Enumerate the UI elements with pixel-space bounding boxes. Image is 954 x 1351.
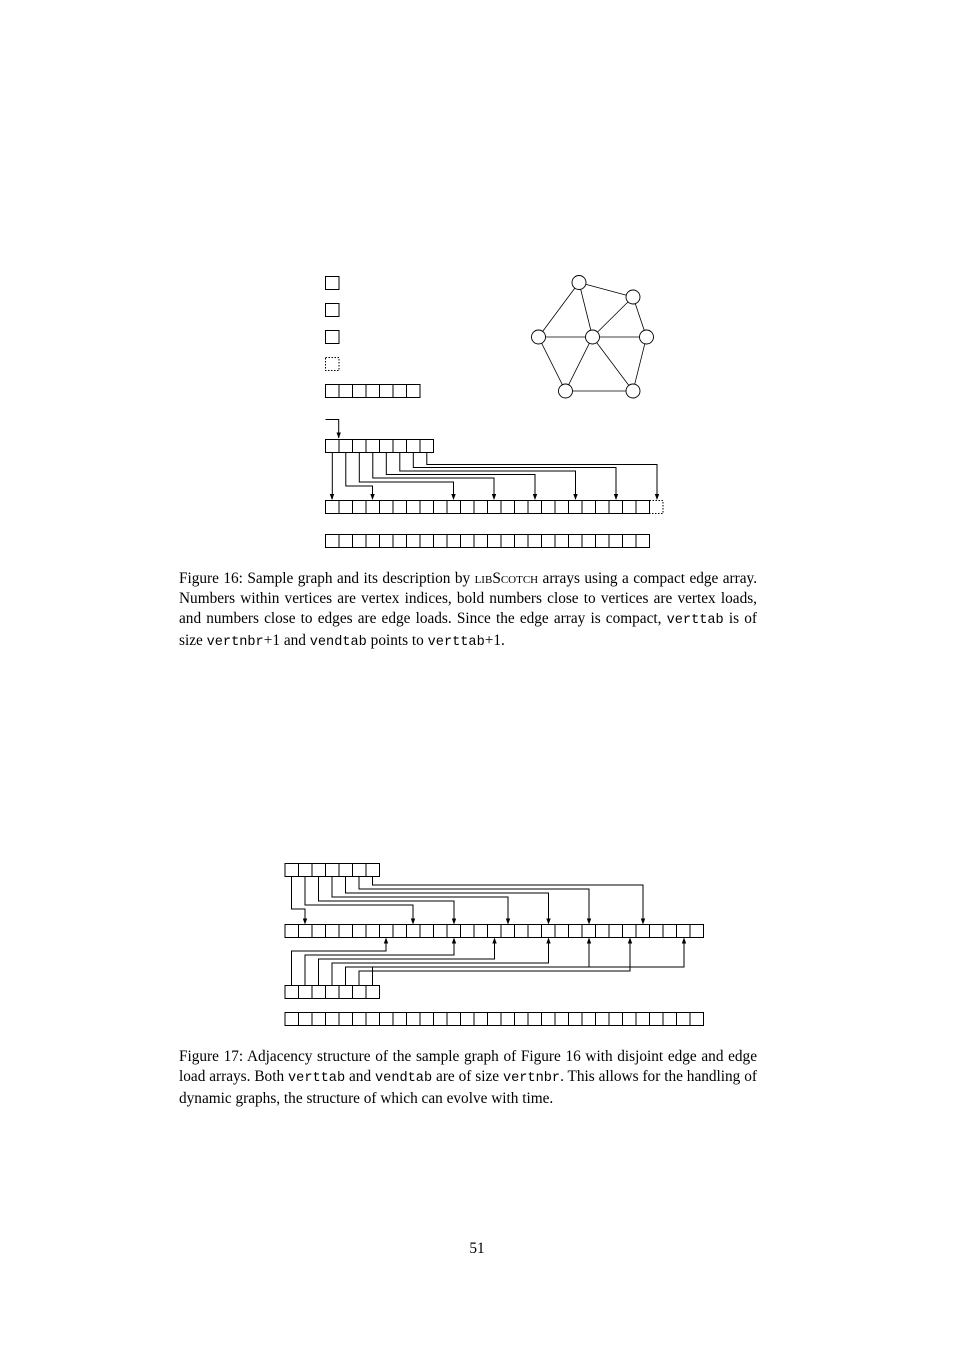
vendtab-to-edgetab-pointer (292, 939, 387, 986)
vendtab-array-cell (353, 986, 367, 999)
edge-load-array-cell (515, 1013, 529, 1026)
edgetab-array-cell (461, 925, 475, 938)
edge-load-array-cell (326, 1013, 340, 1026)
edge-load-array-cell (555, 1013, 569, 1026)
verttab-to-edgetab-pointer (292, 877, 306, 924)
edge-load-array-cell (528, 1013, 542, 1026)
vendtab-to-edgetab-pointer-arrowhead (384, 938, 388, 944)
edgetab-array-cell (596, 925, 610, 938)
edgetab-array-cell (690, 925, 704, 938)
vendtab-array-cell (339, 986, 353, 999)
vendtab-to-edgetab-pointer-arrowhead (682, 938, 686, 944)
edge-load-array-cell (420, 1013, 434, 1026)
edgetab-array-cell (569, 925, 583, 938)
edgetab-array-cell (407, 925, 421, 938)
edge-load-array-cell (582, 1013, 596, 1026)
verttab-to-edgetab-pointer (319, 877, 455, 924)
edgetab-array-cell (609, 925, 623, 938)
verttab-to-edgetab-pointer-arrowhead (546, 919, 550, 925)
vendtab-array-cell (312, 986, 326, 999)
edge-load-array-cell (663, 1013, 677, 1026)
verttab-to-edgetab-pointer-arrowhead (303, 919, 307, 925)
edge-load-array-cell (393, 1013, 407, 1026)
edgetab-array-cell (677, 925, 691, 938)
edge-load-array-cell (366, 1013, 380, 1026)
verttab-to-edgetab-pointer (332, 877, 508, 924)
vendtab-to-edgetab-pointer-arrowhead (628, 938, 632, 944)
verttab-array-cell (326, 864, 340, 877)
page-number: 51 (469, 1240, 485, 1257)
edgetab-array-cell (542, 925, 556, 938)
edgetab-array-cell (285, 925, 299, 938)
edgetab-array-cell (515, 925, 529, 938)
verttab-array-cell (285, 864, 299, 877)
verttab-array-cell (339, 864, 353, 877)
verttab-to-edgetab-pointer-arrowhead (452, 919, 456, 925)
edgetab-array-cell (366, 925, 380, 938)
vendtab-to-edgetab-pointer-arrowhead (546, 938, 550, 944)
vendtab-to-edgetab-pointer (373, 939, 685, 986)
figure-17-caption: Figure 17: Adjacency structure of the sample graph of Figure 16 with disjoint edge and edge load arrays. Both verttab and vendtab are of size vertnbr. This allows for the handling of dynamic graphs, the structure of which can evolve with time. (179, 1048, 757, 1107)
verttab-array-cell (353, 864, 367, 877)
verttab-array-cell (299, 864, 313, 877)
vendtab-to-edgetab-pointer (319, 939, 495, 986)
edge-load-array-cell (636, 1013, 650, 1026)
vendtab-array-cell (299, 986, 313, 999)
vendtab-array-cell (285, 986, 299, 999)
vendtab-to-edgetab-pointer-arrowhead (452, 938, 456, 944)
edge-load-array-cell (339, 1013, 353, 1026)
edge-load-array-cell (474, 1013, 488, 1026)
verttab-to-edgetab-pointer (359, 877, 589, 924)
edge-load-array-cell (353, 1013, 367, 1026)
edgetab-array-cell (380, 925, 394, 938)
edge-load-array-cell (488, 1013, 502, 1026)
verttab-array-cell (366, 864, 380, 877)
vendtab-to-edgetab-pointer (305, 939, 454, 986)
edgetab-array-cell (326, 925, 340, 938)
figure-17-array-diagram (285, 864, 704, 1026)
figure-16-caption: Figure 16: Sample graph and its description by libScotch arrays using a compact edge array. Numbers within vertices are vertex indices, bold numbers close to vertices are vertex loads, and numbers close to edges are edge loads. Since the edge array is compact, verttab is of size vertnbr+1 and vendtab points to verttab+1. (179, 570, 758, 650)
edge-load-array-cell (650, 1013, 664, 1026)
edgetab-array-cell (501, 925, 515, 938)
edgetab-array-cell (582, 925, 596, 938)
edgetab-array-cell (353, 925, 367, 938)
edgetab-array-cell (528, 925, 542, 938)
verttab-to-edgetab-pointer-arrowhead (641, 919, 645, 925)
edge-load-array-cell (461, 1013, 475, 1026)
edgetab-array-cell (555, 925, 569, 938)
vendtab-to-edgetab-pointer-arrowhead (492, 938, 496, 944)
verttab-to-edgetab-pointer-arrowhead (506, 919, 510, 925)
edgetab-array-cell (447, 925, 461, 938)
edge-load-array-cell (380, 1013, 394, 1026)
edgetab-array-cell (339, 925, 353, 938)
verttab-to-edgetab-pointer (346, 877, 549, 924)
edge-load-array-cell (609, 1013, 623, 1026)
edgetab-array-cell (434, 925, 448, 938)
edge-load-array-cell (677, 1013, 691, 1026)
edgetab-array-cell (312, 925, 326, 938)
vendtab-to-edgetab-pointer-arrowhead (587, 938, 591, 944)
edge-load-array-cell (569, 1013, 583, 1026)
edge-load-array-cell (542, 1013, 556, 1026)
verttab-array-cell (312, 864, 326, 877)
edge-load-array-cell (285, 1013, 299, 1026)
edge-load-array-cell (299, 1013, 313, 1026)
verttab-to-edgetab-pointer-arrowhead (411, 919, 415, 925)
vendtab-to-edgetab-pointer (346, 939, 590, 986)
vendtab-to-edgetab-pointer (332, 939, 549, 986)
edgetab-array-cell (420, 925, 434, 938)
edgetab-array-cell (650, 925, 664, 938)
verttab-to-edgetab-pointer-arrowhead (587, 919, 591, 925)
edgetab-array-cell (488, 925, 502, 938)
vendtab-array-cell (326, 986, 340, 999)
edgetab-array-cell (623, 925, 637, 938)
edge-load-array-cell (312, 1013, 326, 1026)
edge-load-array-cell (434, 1013, 448, 1026)
edgetab-array-cell (474, 925, 488, 938)
edge-load-array-cell (690, 1013, 704, 1026)
vendtab-array-cell (366, 986, 380, 999)
edgetab-array-cell (299, 925, 313, 938)
edge-load-array-cell (447, 1013, 461, 1026)
edgetab-array-cell (663, 925, 677, 938)
edge-load-array-cell (623, 1013, 637, 1026)
edge-load-array-cell (501, 1013, 515, 1026)
edgetab-array-cell (636, 925, 650, 938)
edge-load-array-cell (596, 1013, 610, 1026)
edgetab-array-cell (393, 925, 407, 938)
edge-load-array-cell (407, 1013, 421, 1026)
